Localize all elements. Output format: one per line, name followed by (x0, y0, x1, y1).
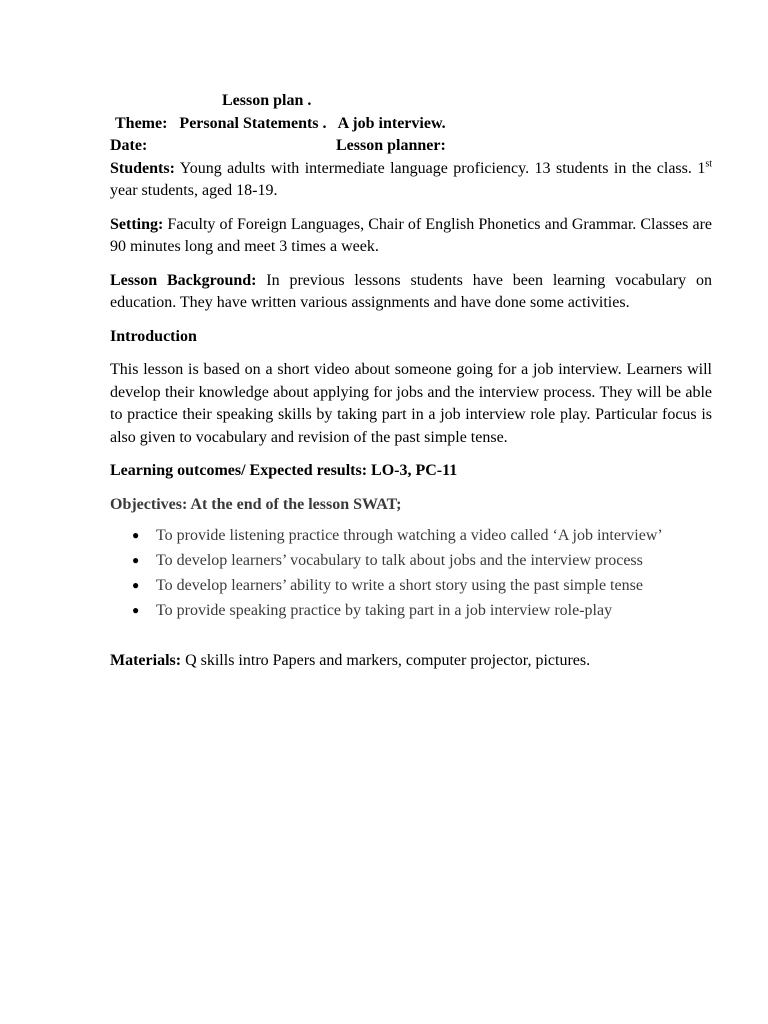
materials-paragraph (110, 650, 712, 673)
background-paragraph (110, 270, 712, 315)
materials-label: Materials: (110, 652, 182, 669)
bullet-icon: ● (132, 603, 140, 617)
introduction-heading: Introduction (110, 327, 197, 345)
objectives-list (110, 526, 712, 620)
bullet-icon: ● (132, 553, 140, 567)
objective-text: To provide listening practice through watching a video called ‘A job interview’ (156, 527, 663, 544)
students-text-b: year students, aged 18-19. (110, 182, 278, 199)
students-label: Students: (110, 159, 175, 177)
students-paragraph (110, 158, 712, 203)
date-planner-row (110, 135, 712, 158)
bullet-icon: ● (132, 578, 140, 592)
theme-line: Theme: Personal Statements . A job interview. (115, 114, 446, 132)
setting-text: Faculty of Foreign Languages, Chair of English Phonetics and Grammar. Classes are 90 minutes long and meet 3 times a week. (110, 215, 712, 255)
introduction-paragraph: This lesson is based on a short video about someone going for a job interview. Learners will develop their knowledge about applying for jobs and the interview process. They will be able to practice their speaking skills by taking part in a job interview role play. Particular focus is also given to vocabulary and revision of the past simple tense. (110, 361, 712, 446)
lesson-plan-title: Lesson plan . (222, 92, 312, 109)
objective-item (110, 551, 716, 570)
lesson-planner-label: Lesson planner: (336, 137, 446, 154)
objective-text: To develop learners’ ability to write a short story using the past simple tense (156, 577, 643, 594)
setting-paragraph (110, 214, 712, 259)
document-page (110, 90, 712, 673)
objective-text: To develop learners’ vocabulary to talk about jobs and the interview process (156, 552, 643, 569)
background-label: Lesson Background: (110, 271, 257, 289)
materials-text: Q skills intro Papers and markers, computer projector, pictures. (181, 652, 591, 669)
objective-item (110, 576, 716, 595)
objectives-heading: Objectives: At the end of the lesson SWAT; (110, 495, 402, 513)
objective-text: To provide speaking practice by taking part in a job interview role-play (156, 602, 613, 619)
objective-item (110, 526, 716, 545)
learning-outcomes: Learning outcomes/ Expected results: LO-3, PC-11 (110, 462, 458, 479)
bullet-icon: ● (132, 528, 140, 542)
students-text-a: Young adults with intermediate language proficiency. 13 students in the class. 1 (174, 159, 706, 177)
objective-item (110, 601, 716, 620)
background-text: In previous lessons students have been learning vocabulary on education. They have written various assignments and have done some activities. (110, 271, 712, 311)
setting-label: Setting: (110, 215, 164, 233)
students-ordinal-suffix: st (705, 158, 712, 170)
date-label: Date: (110, 137, 148, 154)
